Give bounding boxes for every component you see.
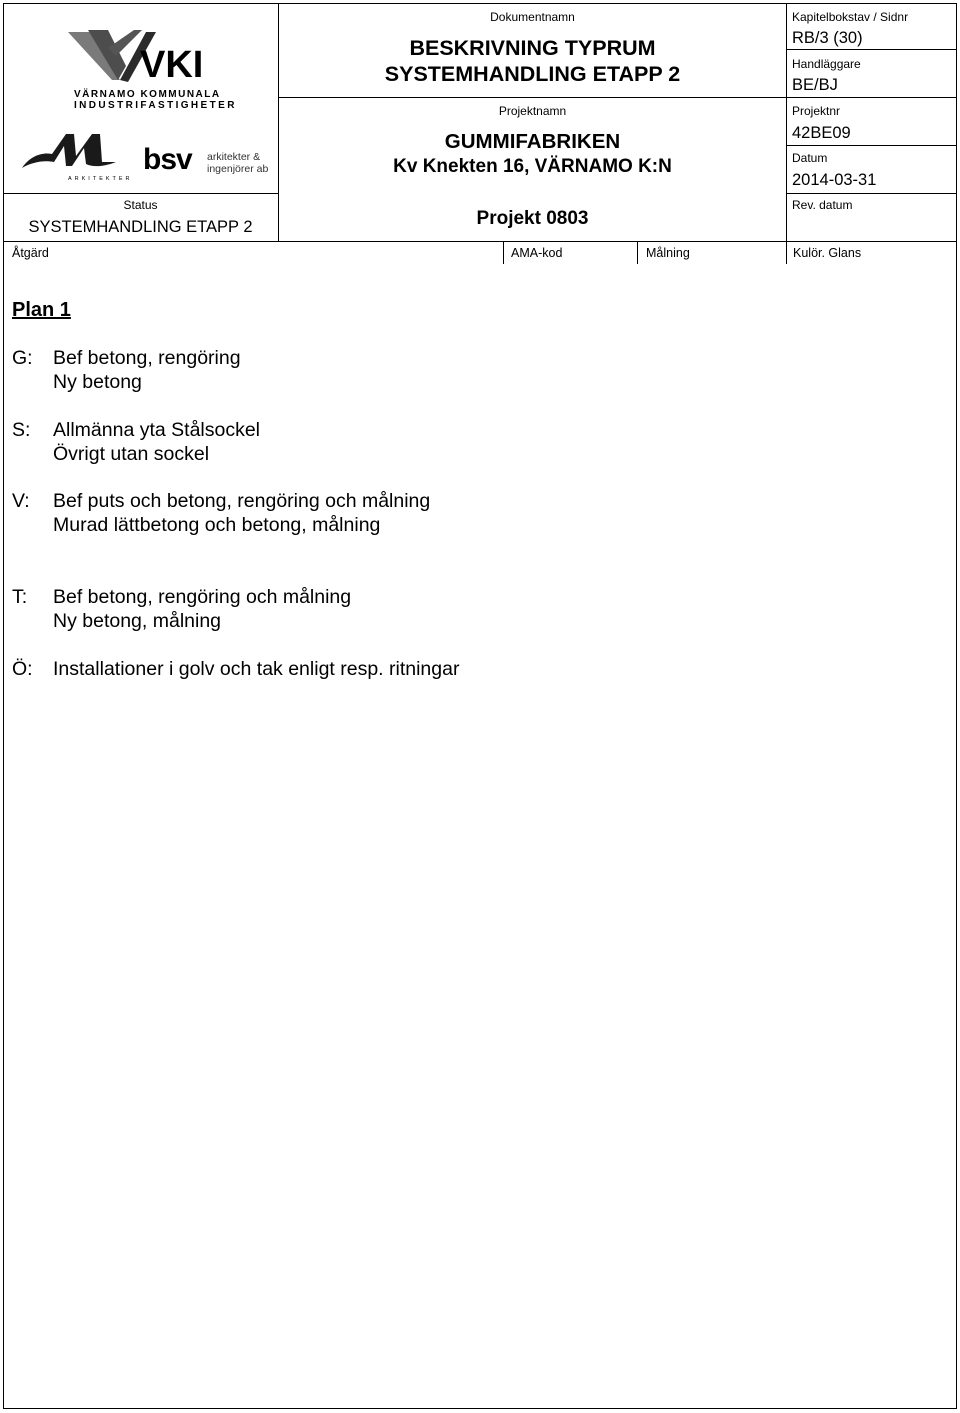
- header-divider: [786, 3, 787, 241]
- header-divider: [3, 193, 278, 194]
- header-divider: [786, 97, 957, 98]
- status-value: SYSTEMHANDLING ETAPP 2: [28, 218, 253, 236]
- section-line: Ny betong, målning: [53, 610, 222, 632]
- mm-logo-sub: ARKITEKTER: [68, 176, 133, 182]
- column-ama-kod: AMA-kod: [511, 246, 563, 260]
- document-title-line1: BESKRIVNING TYPRUM: [409, 36, 656, 60]
- column-divider: [637, 242, 638, 264]
- header-divider: [786, 145, 957, 146]
- date-label: Datum: [792, 151, 828, 165]
- project-number-text: Projekt 0803: [476, 208, 589, 229]
- document-label: Dokumentnamn: [490, 10, 575, 24]
- header-divider: [786, 49, 957, 50]
- project-label: Projektnamn: [498, 104, 567, 118]
- vki-logo-line2: INDUSTRIFASTIGHETER: [74, 100, 237, 111]
- handler-label: Handläggare: [792, 57, 861, 71]
- section-line: Bef betong, rengöring: [53, 347, 241, 369]
- project-name: GUMMIFABRIKEN: [444, 130, 621, 153]
- column-kulor-glans: Kulör. Glans: [793, 246, 862, 260]
- header-divider: [786, 193, 957, 194]
- section-key: S:: [12, 419, 31, 441]
- vki-logo-text: VKI: [140, 44, 204, 86]
- bsv-logo-sub2: ingenjörer ab: [207, 163, 269, 175]
- section-line: Allmänna yta Stålsockel: [53, 419, 261, 441]
- chapter-value: RB/3 (30): [792, 29, 863, 47]
- projnr-value: 42BE09: [792, 124, 851, 142]
- revdate-label: Rev. datum: [792, 198, 853, 212]
- section-line: Övrigt utan sockel: [53, 443, 210, 465]
- section-key: G:: [12, 347, 33, 369]
- bsv-logo: [143, 143, 269, 183]
- section-line: Murad lättbetong och betong, målning: [53, 514, 381, 536]
- mm-logo: [20, 128, 140, 188]
- header-divider: [278, 97, 786, 98]
- plan-title: Plan 1: [12, 299, 71, 321]
- column-malning: Målning: [646, 246, 690, 260]
- section-line: Bef betong, rengöring och målning: [53, 586, 352, 608]
- project-location: Kv Knekten 16, VÄRNAMO K:N: [393, 156, 672, 177]
- section-key: V:: [12, 490, 30, 512]
- date-value: 2014-03-31: [792, 171, 877, 189]
- bsv-logo-sub1: arkitekter &: [207, 151, 261, 163]
- section-key: T:: [12, 586, 28, 608]
- projnr-label: Projektnr: [792, 104, 841, 118]
- section-line: Ny betong: [53, 371, 142, 393]
- vki-logo-line1: VÄRNAMO KOMMUNALA: [74, 89, 221, 100]
- handler-value: BE/BJ: [792, 76, 838, 94]
- section-line: Bef puts och betong, rengöring och målning: [53, 490, 431, 512]
- section-key: Ö:: [12, 658, 33, 680]
- column-atgard: Åtgärd: [12, 246, 49, 260]
- mm-mark-icon: [20, 128, 130, 176]
- bsv-logo-text: bsv: [143, 143, 192, 176]
- vki-logo: [68, 26, 237, 111]
- header-divider: [3, 241, 957, 242]
- section-line: Installationer i golv och tak enligt resp. ritningar: [53, 658, 460, 680]
- chapter-label: Kapitelbokstav / Sidnr: [792, 10, 909, 24]
- column-divider: [786, 242, 787, 264]
- column-divider: [503, 242, 504, 264]
- document-title-line2: SYSTEMHANDLING ETAPP 2: [384, 62, 681, 86]
- status-label: Status: [123, 198, 158, 212]
